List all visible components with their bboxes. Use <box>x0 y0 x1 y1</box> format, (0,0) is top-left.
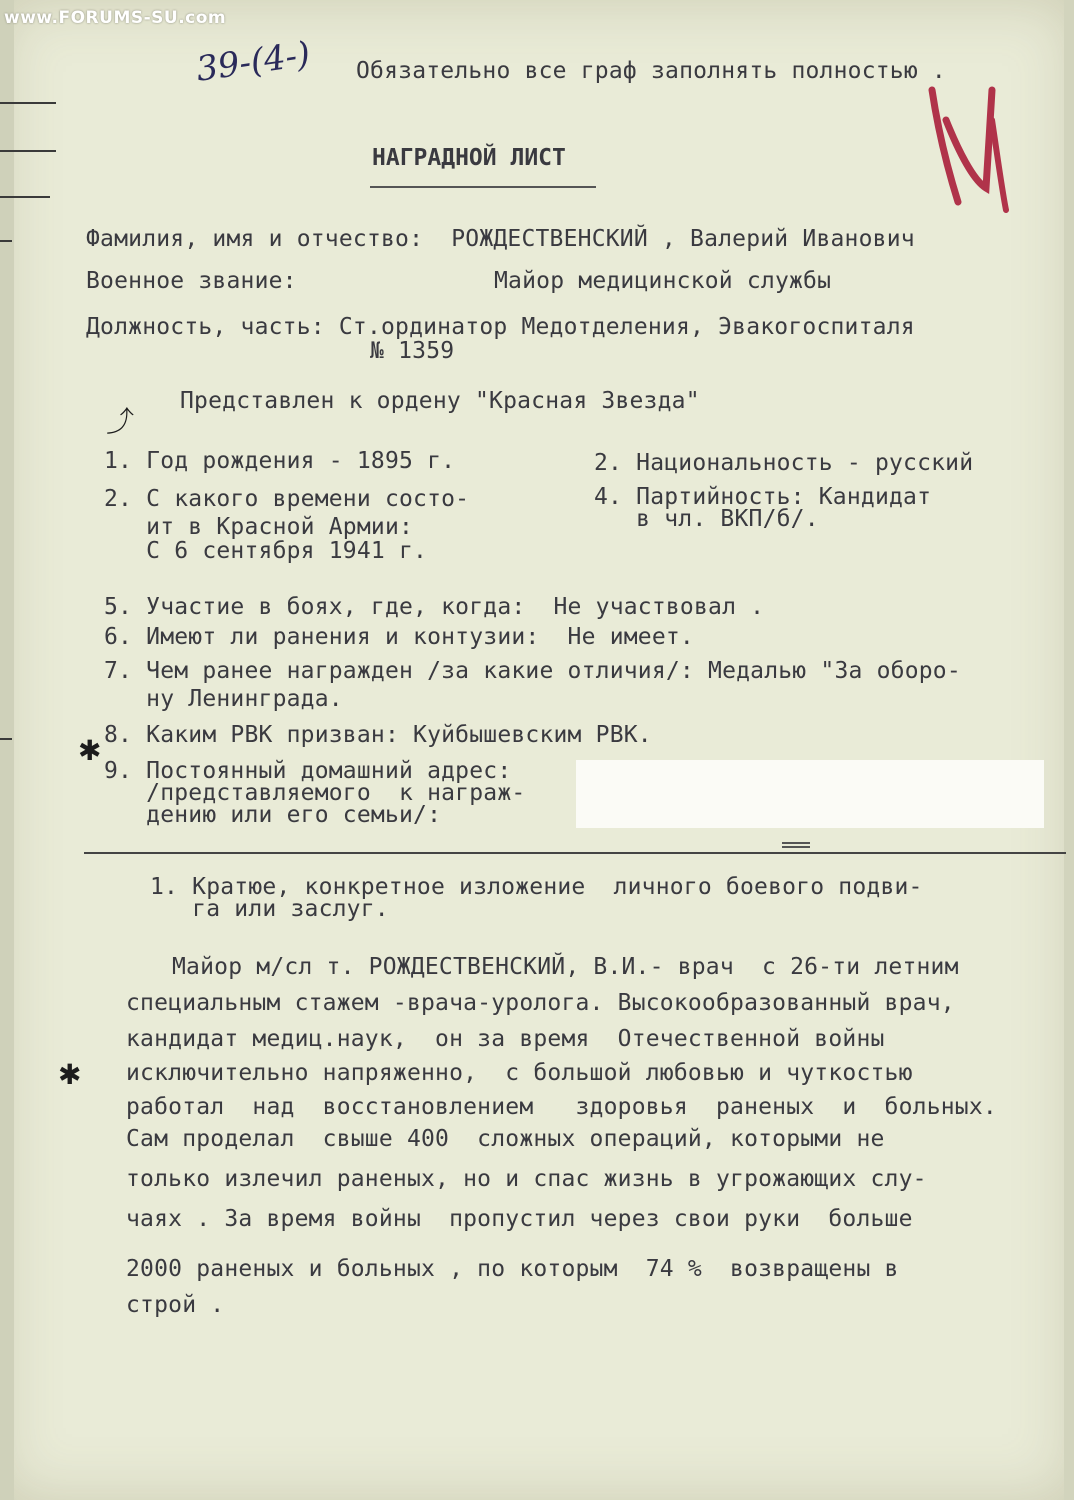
item-service-start-2: ит в Красной Армии: <box>104 514 414 540</box>
item-previous-awards: 7. Чем ранее награжден /за какие отличия/: Медалью "За оборо- <box>104 658 961 684</box>
page-title: НАГРАДНОЙ ЛИСТ <box>372 145 566 171</box>
item-birth-year: 1. Год рождения - 1895 г. <box>104 448 456 474</box>
item-previous-awards-2: ну Ленинграда. <box>104 686 343 712</box>
short-dash <box>782 842 810 844</box>
margin-mark <box>0 738 12 740</box>
rank-label: Военное звание: <box>86 268 297 294</box>
body-line: исключительно напряженно, с большой любовью и чуткостью <box>126 1060 913 1086</box>
body-line: только излечил раненых, но и спас жизнь в угрожающих слу- <box>126 1166 927 1192</box>
position-line-2: № 1359 <box>370 338 455 364</box>
item-wounds: 6. Имеют ли ранения и контузии: Не имеет. <box>104 624 694 650</box>
handwritten-number: 39-(4-) <box>193 34 313 90</box>
short-dash <box>782 846 810 848</box>
ink-mark: ⤴ <box>106 405 135 438</box>
body-line: строй . <box>126 1292 225 1318</box>
body-line: Майор м/сл т. РОЖДЕСТВЕНСКИЙ, В.И.- врач с 26-ти летним <box>172 954 959 980</box>
body-line: чаях . За время войны пропустил через свои руки больше <box>126 1206 913 1232</box>
instruction-text: Обязательно все граф заполнять полностью . <box>356 58 946 84</box>
section-separator <box>84 852 1066 854</box>
title-underline <box>370 186 596 188</box>
item-battles: 5. Участие в боях, где, когда: Не участвовал . <box>104 594 765 620</box>
ink-mark: ✱ <box>58 1058 82 1091</box>
body-line: специальным стажем -врача-уролога. Высокообразованный врач, <box>126 990 955 1016</box>
item-address-2: /представляемого к награж- <box>104 780 526 806</box>
paper-right-edge <box>1064 0 1074 1500</box>
feat-heading: 1. Кратюе, конкретное изложение личного боевого подви- <box>150 874 923 900</box>
margin-mark <box>0 196 50 198</box>
item-draft-office: 8. Каким РВК призван: Куйбышевским РВК. <box>104 722 652 748</box>
name-line: Фамилия, имя и отчество: РОЖДЕСТВЕНСКИЙ , Валерий Иванович <box>86 226 915 252</box>
item-nationality: 2. Национальность - русский <box>594 450 974 476</box>
item-address: 9. Постоянный домашний адрес: <box>104 758 512 784</box>
margin-mark <box>0 102 56 104</box>
site-watermark: www.FORUMS-SU.com <box>4 8 227 28</box>
ink-mark: ✱ <box>78 734 102 767</box>
body-line: кандидат медиц.наук, он за время Отечественной войны <box>126 1026 885 1052</box>
body-line: работал над восстановлением здоровья раненых и больных. <box>126 1094 997 1120</box>
body-line: Сам проделал свыше 400 сложных операций, которыми не <box>126 1126 885 1152</box>
item-service-start: 2. С какого времени состо- <box>104 486 470 512</box>
item-party-2: в чл. ВКП/б/. <box>594 506 819 532</box>
item-service-start-3: С 6 сентября 1941 г. <box>104 538 428 564</box>
paper-left-edge <box>0 0 14 1500</box>
nomination-text: Представлен к ордену "Красная Звезда" <box>180 388 700 414</box>
redacted-address <box>576 760 1044 828</box>
rank-value: Майор медицинской службы <box>494 268 832 294</box>
feat-heading-2: га или заслуг. <box>150 896 389 922</box>
margin-mark <box>0 150 56 152</box>
item-party: 4. Партийность: Кандидат <box>594 484 932 510</box>
item-address-3: дению или его семьи/: <box>104 802 442 828</box>
margin-mark <box>0 240 12 242</box>
position-line: Должность, часть: Ст.ординатор Медотделения, Эвакогоспиталя <box>86 314 915 340</box>
red-signature <box>918 80 1028 220</box>
body-line: 2000 раненых и больных , по которым 74 % возвращены в <box>126 1256 899 1282</box>
